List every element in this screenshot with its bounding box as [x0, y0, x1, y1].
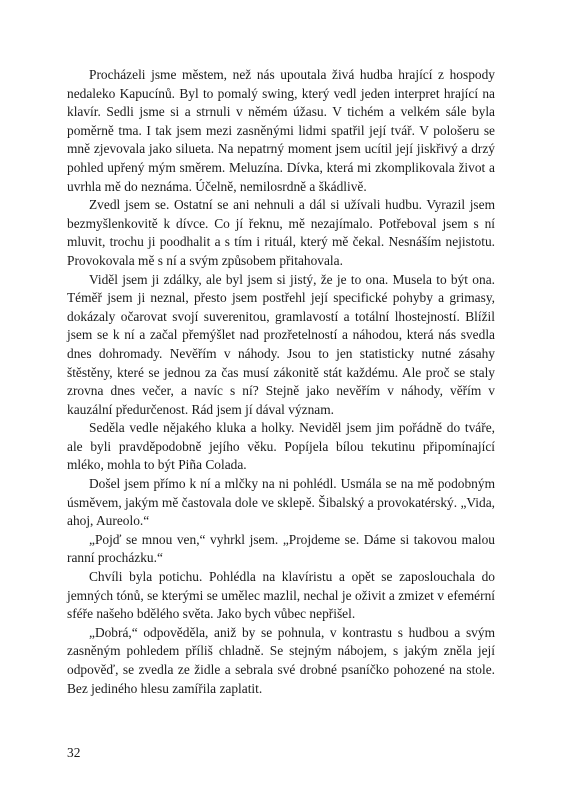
- paragraph: Chvíli byla potichu. Pohlédla na klavíristu a opět se zaposlouchala do jemných tónů, se kterými se umělec mazlil, nechal je oživit a zmizet v efemérní sféře našeho bdělého světa. Jako bych vůbec nepřišel.: [67, 569, 495, 622]
- paragraph: Seděla vedle nějakého kluka a holky. Neviděl jsem jim pořádně do tváře, ale byli pravděpodobně jejího věku. Popíjela bílou tekutinu připomínající mléko, mohla to být Piña Colada.: [67, 420, 495, 473]
- paragraph: „Pojď se mnou ven,“ vyhrkl jsem. „Projdeme se. Dáme si takovou malou ranní procházku.“: [67, 531, 495, 566]
- paragraph: Došel jsem přímo k ní a mlčky na ni pohlédl. Usmála se na mě podobným úsměvem, jakým mě častovala dole ve sklepě. Šibalský a provokatérský. „Vida, ahoj, Aureolo.“: [67, 476, 495, 529]
- paragraph: Viděl jsem ji zdálky, ale byl jsem si jistý, že je to ona. Musela to být ona. Téměř jsem ji neznal, přesto jsem postřehl její specifické pohyby a grimasy, dokázaly očarovat svojí suverenitou, gramlavostí a totální lhostejností. Blížil jsem se k ní a začal přemýšlet nad prozřetelností a náhodou, která nás svedla dnes dohromady. Nevěřím v náhody. Jsou to jen statisticky nutné zásahy štěstěny, které se jednou za čas musí zákonitě stát každému. Ale proč se staly zrovna dnes večer, a navíc s ní? Stejně jako nevěřím v náhody, věřím v kauzální předurčenost. Rád jsem jí dával význam.: [67, 271, 495, 417]
- paragraph: Procházeli jsme městem, než nás upoutala živá hudba hrající z hospody nedaleko Kapucínů. Byl to pomalý swing, který vedl jeden interpret hrající na klavír. Sedli jsme si a strnuli v němém úžasu. V tichém a velkém sále byla poměrně tma. I tak jsem mezi zasněnými lidmi spatřil její tvář. V pološeru se mně zjevovala jako silueta. Na nepatrný moment jsem ucítil její jiskřivý a drzý pohled upřený mým směrem. Meluzína. Dívka, která mi zkomplikovala život a uvrhla mě do neznáma. Účelně, nemilosrdně a škádlivě.: [67, 67, 495, 194]
- paragraph: „Dobrá,“ odpověděla, aniž by se pohnula, v kontrastu s hudbou a svým zasněným pohledem příliš chladně. Se stejným nábojem, s jakým zněla její odpověď, se zvedla ze židle a sebrala své drobné psaníčko pohozené na stole. Bez jediného hlesu zamířila zaplatit.: [67, 624, 495, 696]
- body-text: [67, 66, 495, 698]
- paragraph: Zvedl jsem se. Ostatní se ani nehnuli a dál si užívali hudbu. Vyrazil jsem bezmyšlenkovitě k dívce. Co jí řeknu, mě nezajímalo. Potřeboval jsem s ní mluvit, trochu ji poodhalit a s tím i rituál, který mě čekal. Nesnáším nejistotu. Provokovala mě s ní a svým způsobem přitahovala.: [67, 197, 495, 268]
- page-number: 32: [67, 745, 81, 760]
